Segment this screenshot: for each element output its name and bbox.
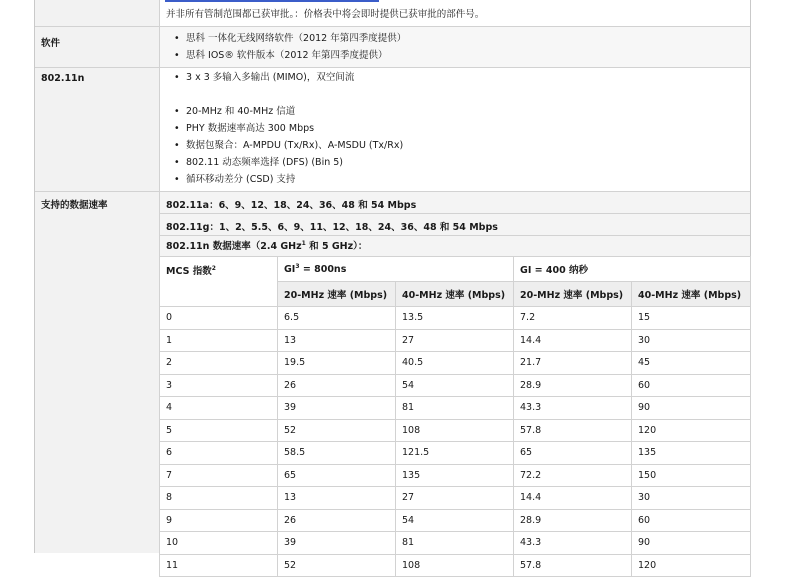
table-cell: 135 — [632, 442, 751, 465]
table-row — [160, 352, 751, 375]
list-item: • PHY 数据速率高达 300 Mbps — [174, 120, 403, 137]
rate-11n-text: 和 5 GHz）： — [305, 241, 368, 252]
table-row — [160, 307, 751, 330]
list-item: • 802.11 动态频率选择 (DFS) (Bin 5) — [174, 154, 403, 171]
list-item: • 数据包聚合：A-MPDU (Tx/Rx)、A-MSDU (Tx/Rx) — [174, 137, 403, 154]
table-cell: 7 — [160, 464, 278, 487]
dot11n-list — [174, 103, 403, 188]
table-cell: 7.2 — [514, 307, 632, 330]
software-cell — [159, 27, 750, 67]
col-header-20mhz: 20-MHz 速率 (Mbps) — [278, 282, 396, 307]
table-cell: 14.4 — [514, 487, 632, 510]
table-row — [160, 397, 751, 420]
list-item: • 3 x 3 多输入多输出 (MIMO)，双空间流 — [174, 69, 354, 86]
row-divider — [160, 213, 750, 214]
mcs-table-body — [160, 307, 751, 577]
rate-11g: 802.11g：1、2、5.5、6、9、11、12、18、24、36、48 和 54 Mbps — [166, 222, 498, 233]
table-cell: 30 — [632, 487, 751, 510]
link-underline — [165, 0, 379, 2]
list-item: • 思科 一体化无线网络软件（2012 年第四季度提供） — [174, 30, 406, 47]
table-cell: 39 — [278, 532, 396, 555]
spec-table — [34, 0, 751, 571]
table-cell: 13 — [278, 487, 396, 510]
table-cell: 5 — [160, 419, 278, 442]
gi-text: = 800ns — [299, 263, 347, 275]
table-row — [160, 487, 751, 510]
table-cell: 28.9 — [514, 374, 632, 397]
table-row — [160, 509, 751, 532]
table-cell: 57.8 — [514, 554, 632, 577]
table-cell: 13.5 — [396, 307, 514, 330]
table-cell: 135 — [396, 464, 514, 487]
table-cell: 65 — [278, 464, 396, 487]
table-row — [160, 374, 751, 397]
rate-11n — [166, 238, 367, 252]
table-cell: 6.5 — [278, 307, 396, 330]
table-row — [160, 554, 751, 577]
dot11n-cell — [159, 68, 750, 191]
table-cell: 40.5 — [396, 352, 514, 375]
table-cell: 81 — [396, 532, 514, 555]
footnote-mark: 1 — [301, 240, 306, 247]
mcs-header-text: MCS 指数 — [166, 266, 212, 277]
table-cell: 28.9 — [514, 509, 632, 532]
footnote-mark: 3 — [295, 262, 300, 270]
table-cell: 9 — [160, 509, 278, 532]
table-cell: 58.5 — [278, 442, 396, 465]
table-cell: 72.2 — [514, 464, 632, 487]
table-cell: 39 — [278, 397, 396, 420]
table-cell: 30 — [632, 329, 751, 352]
table-cell: 54 — [396, 374, 514, 397]
rates-label: 支持的数据速率 — [41, 200, 108, 211]
table-row — [160, 464, 751, 487]
table-cell: 60 — [632, 374, 751, 397]
rates-cell — [159, 192, 750, 256]
table-cell: 8 — [160, 487, 278, 510]
table-cell: 120 — [632, 554, 751, 577]
table-row — [160, 442, 751, 465]
table-cell: 52 — [278, 419, 396, 442]
table-cell: 15 — [632, 307, 751, 330]
table-cell: 11 — [160, 554, 278, 577]
table-cell: 52 — [278, 554, 396, 577]
rate-11a: 802.11a：6、9、12、18、24、36、48 和 54 Mbps — [166, 200, 417, 211]
table-cell: 81 — [396, 397, 514, 420]
table-cell: 1 — [160, 329, 278, 352]
table-row — [160, 329, 751, 352]
table-cell: 10 — [160, 532, 278, 555]
table-cell: 26 — [278, 509, 396, 532]
table-cell: 43.3 — [514, 397, 632, 420]
table-cell: 90 — [632, 397, 751, 420]
table-cell: 0 — [160, 307, 278, 330]
table-cell: 19.5 — [278, 352, 396, 375]
list-item: • 20-MHz 和 40-MHz 信道 — [174, 103, 403, 120]
list-item: • 思科 IOS® 软件版本（2012 年第四季度提供） — [174, 47, 406, 64]
dot11n-label: 802.11n — [41, 73, 85, 84]
table-cell: 21.7 — [514, 352, 632, 375]
table-cell: 108 — [396, 419, 514, 442]
software-label: 软件 — [41, 38, 61, 49]
table-cell: 54 — [396, 509, 514, 532]
col-header-40mhz: 40-MHz 速率 (Mbps) — [632, 282, 751, 307]
table-cell: 13 — [278, 329, 396, 352]
table-cell: 150 — [632, 464, 751, 487]
row-divider — [160, 235, 750, 236]
mcs-table — [159, 256, 751, 577]
note-cell — [159, 0, 750, 26]
table-cell: 108 — [396, 554, 514, 577]
table-cell: 27 — [396, 329, 514, 352]
table-cell: 26 — [278, 374, 396, 397]
table-cell: 60 — [632, 509, 751, 532]
table-cell: 90 — [632, 532, 751, 555]
table-cell: 121.5 — [396, 442, 514, 465]
col-header-20mhz: 20-MHz 速率 (Mbps) — [514, 282, 632, 307]
table-cell: 14.4 — [514, 329, 632, 352]
table-header-row — [160, 257, 751, 282]
list-item: • 循环移动差分 (CSD) 支持 — [174, 171, 403, 188]
table-cell: 57.8 — [514, 419, 632, 442]
gi800-header — [278, 257, 514, 282]
table-row — [160, 532, 751, 555]
software-list — [174, 30, 406, 64]
col-header-40mhz: 40-MHz 速率 (Mbps) — [396, 282, 514, 307]
table-cell: 120 — [632, 419, 751, 442]
mcs-header — [160, 257, 278, 307]
gi400-header: GI = 400 纳秒 — [514, 257, 751, 282]
table-cell: 27 — [396, 487, 514, 510]
table-cell: 65 — [514, 442, 632, 465]
table-cell: 2 — [160, 352, 278, 375]
dot11n-first-list — [174, 69, 354, 86]
table-cell: 4 — [160, 397, 278, 420]
table-row — [160, 419, 751, 442]
footnote-mark: 2 — [211, 265, 216, 272]
rate-11n-text: 802.11n 数据速率（2.4 GHz — [166, 241, 302, 252]
table-cell: 45 — [632, 352, 751, 375]
table-cell: 6 — [160, 442, 278, 465]
top-note: 并非所有管制范围都已获审批。：价格表中将会即时提供已获审批的部件号。 — [166, 9, 485, 20]
table-cell: 43.3 — [514, 532, 632, 555]
gi-text: GI — [284, 263, 296, 275]
table-cell: 3 — [160, 374, 278, 397]
